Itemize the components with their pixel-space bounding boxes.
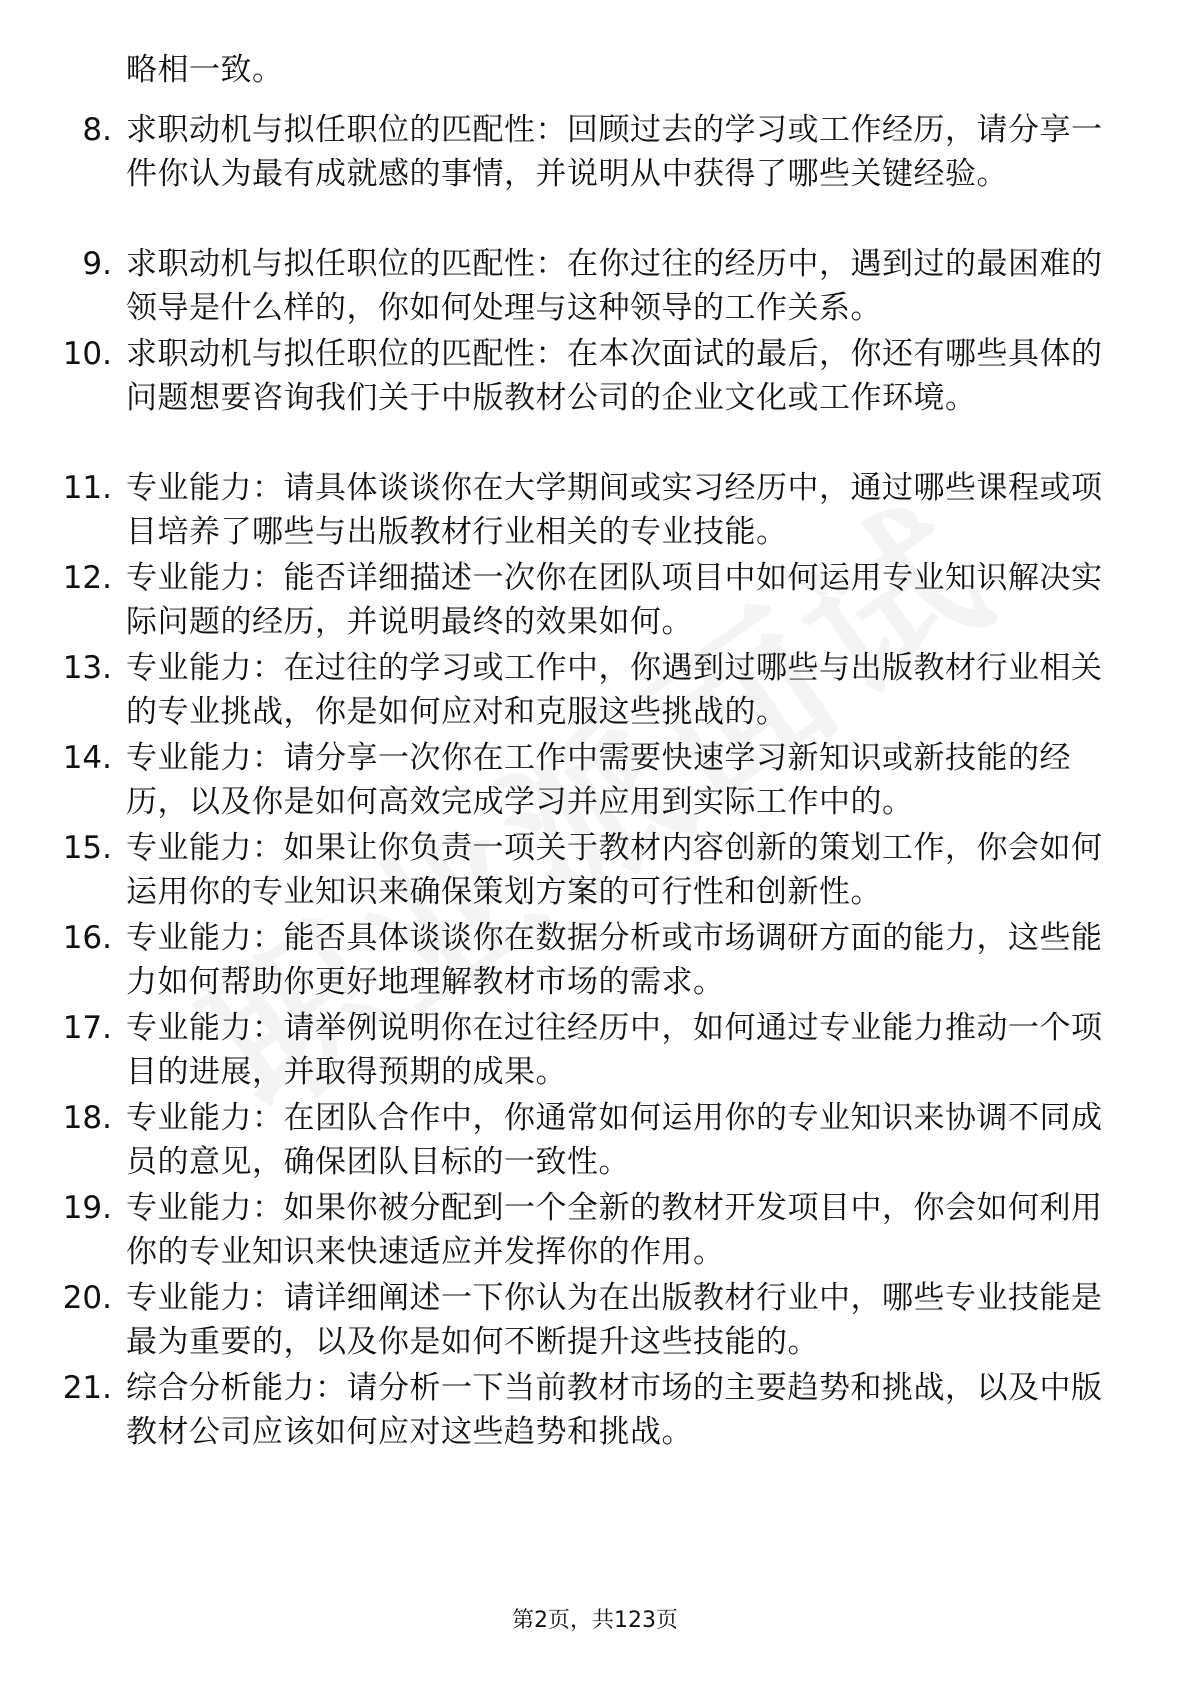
- question-number: 9.: [82, 246, 112, 282]
- question-number: 19.: [62, 1190, 112, 1226]
- question-text: 专业能力：请具体谈谈你在大学期间或实习经历中，通过哪些课程或项目培养了哪些与出版教材行业相关的专业技能。: [126, 470, 1103, 550]
- question-text: 专业能力：能否详细描述一次你在团队项目中如何运用专业知识解决实际问题的经历，并说明最终的效果如何。: [126, 560, 1103, 640]
- question-text: 求职动机与拟任职位的匹配性：在你过往的经历中，遇到过的最困难的领导是什么样的，你如何处理与这种领导的工作关系。: [126, 246, 1103, 326]
- question-text: 专业能力：能否具体谈谈你在数据分析或市场调研方面的能力，这些能力如何帮助你更好地理解教材市场的需求。: [126, 920, 1103, 1000]
- question-text: 专业能力：如果你被分配到一个全新的教材开发项目中，你会如何利用你的专业知识来快速适应并发挥你的作用。: [126, 1190, 1103, 1270]
- question-number: 16.: [62, 920, 112, 956]
- question-number: 12.: [62, 560, 112, 596]
- question-number: 20.: [62, 1280, 112, 1316]
- question-text: 求职动机与拟任职位的匹配性：回顾过去的学习或工作经历，请分享一件你认为最有成就感的事情，并说明从中获得了哪些关键经验。: [126, 112, 1103, 192]
- question-text: 专业能力：如果让你负责一项关于教材内容创新的策划工作，你会如何运用你的专业知识来确保策划方案的可行性和创新性。: [126, 830, 1103, 910]
- question-number: 18.: [62, 1100, 112, 1136]
- question-number: 10.: [62, 336, 112, 372]
- question-text: 专业能力：在团队合作中，你通常如何运用你的专业知识来协调不同成员的意见，确保团队目标的一致性。: [126, 1100, 1103, 1180]
- question-number: 8.: [82, 112, 112, 148]
- question-text: 综合分析能力：请分析一下当前教材市场的主要趋势和挑战，以及中版教材公司应该如何应对这些趋势和挑战。: [126, 1370, 1103, 1450]
- question-number: 11.: [62, 470, 112, 506]
- question-text: 专业能力：请详细阐述一下你认为在出版教材行业中，哪些专业技能是最为重要的，以及你是如何不断提升这些技能的。: [126, 1280, 1103, 1360]
- question-number: 15.: [62, 830, 112, 866]
- question-text: 专业能力：在过往的学习或工作中，你遇到过哪些与出版教材行业相关的专业挑战，你是如何应对和克服这些挑战的。: [126, 650, 1103, 730]
- question-number: 13.: [62, 650, 112, 686]
- question-text: 专业能力：请分享一次你在工作中需要快速学习新知识或新技能的经历，以及你是如何高效完成学习并应用到实际工作中的。: [126, 740, 1071, 820]
- question-text: 专业能力：请举例说明你在过往经历中，如何通过专业能力推动一个项目的进展，并取得预期的成果。: [126, 1010, 1103, 1090]
- question-number: 17.: [62, 1010, 112, 1046]
- page-footer: 第2页，共123页: [512, 1608, 678, 1633]
- question-text: 求职动机与拟任职位的匹配性：在本次面试的最后，你还有哪些具体的问题想要咨询我们关于中版教材公司的企业文化或工作环境。: [126, 336, 1103, 416]
- question-number: 14.: [62, 740, 112, 776]
- continuation-text: 略相一致。: [126, 52, 284, 88]
- question-number: 21.: [62, 1370, 112, 1406]
